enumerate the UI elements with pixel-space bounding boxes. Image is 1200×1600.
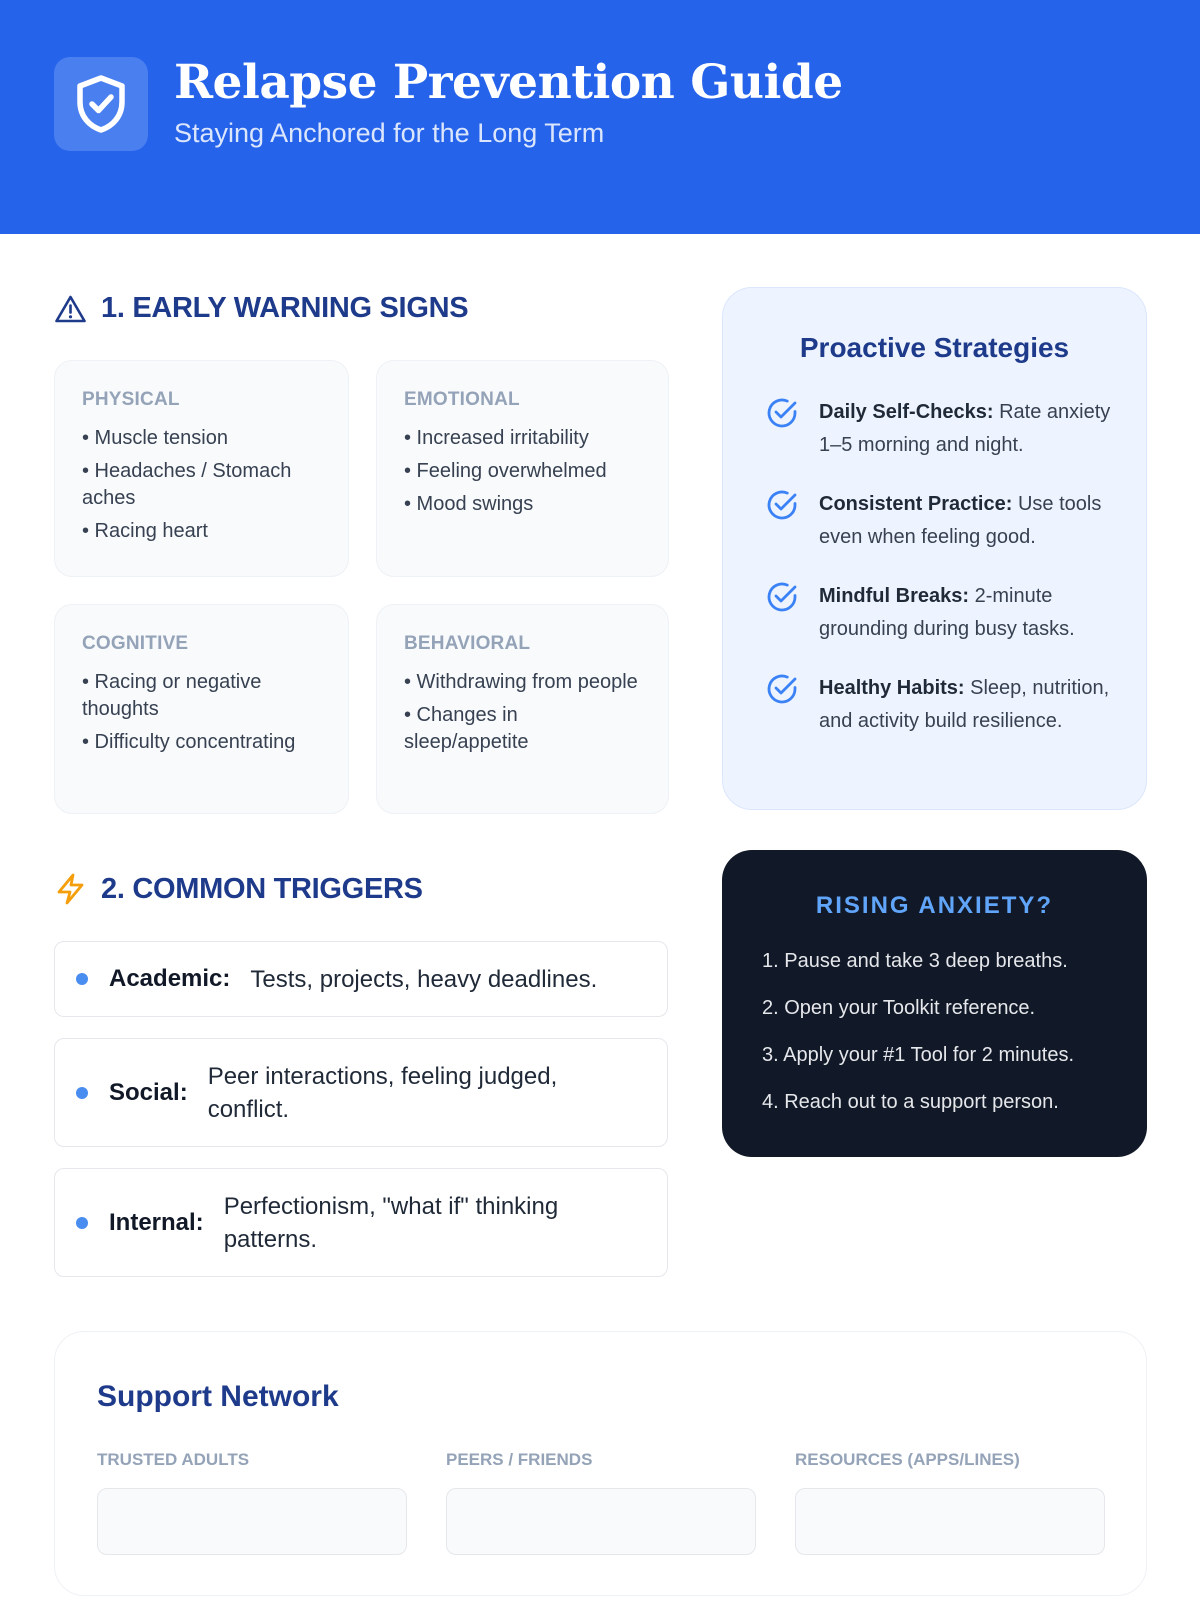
triggers-heading-text: 2. COMMON TRIGGERS bbox=[101, 872, 423, 905]
support-label: RESOURCES (APPS/LINES) bbox=[795, 1450, 1020, 1469]
strategy-text bbox=[819, 488, 1125, 554]
sign-item: • Increased irritability bbox=[404, 427, 589, 449]
sign-card-cognitive bbox=[54, 604, 349, 814]
support-column-peers bbox=[446, 1450, 756, 1555]
support-network-title: Support Network bbox=[97, 1380, 339, 1413]
strategy-text bbox=[819, 672, 1125, 738]
bullet-dot bbox=[76, 973, 88, 985]
support-label: TRUSTED ADULTS bbox=[97, 1450, 250, 1469]
lightning-bolt-icon bbox=[54, 872, 87, 906]
trigger-item-academic bbox=[54, 941, 668, 1017]
sign-item: • Difficulty concentrating bbox=[82, 731, 296, 753]
strategy-text bbox=[819, 396, 1125, 462]
resources-field[interactable] bbox=[795, 1488, 1105, 1555]
anxiety-step: 3. Apply your #1 Tool for 2 minutes. bbox=[762, 1044, 1075, 1066]
sign-card-behavioral bbox=[376, 604, 669, 814]
anxiety-step: 1. Pause and take 3 deep breaths. bbox=[762, 950, 1068, 972]
page-header bbox=[0, 0, 1200, 234]
anxiety-step: 2. Open your Toolkit reference. bbox=[762, 997, 1036, 1019]
strategy-description: Use tools even when feeling good. bbox=[819, 493, 1102, 548]
bullet-dot bbox=[76, 1087, 88, 1099]
trigger-item-social bbox=[54, 1038, 668, 1147]
strategy-description: 2-minute grounding during busy tasks. bbox=[819, 585, 1075, 640]
check-circle-icon bbox=[765, 580, 799, 614]
strategies-card bbox=[722, 287, 1147, 810]
support-column-trusted-adults bbox=[97, 1450, 407, 1555]
support-network-card bbox=[54, 1331, 1147, 1596]
strategies-title: Proactive Strategies bbox=[799, 332, 1070, 363]
sign-card-physical bbox=[54, 360, 349, 577]
warning-signs-heading bbox=[54, 292, 468, 325]
strategy-label: Daily Self-Checks: bbox=[819, 401, 994, 423]
peers-friends-field[interactable] bbox=[446, 1488, 756, 1555]
sign-item: • Headaches / Stomach aches bbox=[82, 460, 292, 509]
strategy-item bbox=[765, 672, 1125, 738]
strategy-label: Consistent Practice: bbox=[819, 493, 1013, 515]
warning-signs-heading-text: 1. EARLY WARNING SIGNS bbox=[101, 292, 469, 324]
trusted-adults-field[interactable] bbox=[97, 1488, 407, 1555]
shield-check-icon bbox=[73, 73, 129, 135]
sign-card-emotional bbox=[376, 360, 669, 577]
anxiety-step: 4. Reach out to a support person. bbox=[762, 1091, 1059, 1113]
sign-item: • Changes in sleep/appetite bbox=[404, 704, 529, 753]
trigger-label: Academic: bbox=[109, 965, 231, 992]
sign-category: COGNITIVE bbox=[82, 633, 189, 654]
logo-badge bbox=[54, 57, 148, 151]
rising-anxiety-card bbox=[722, 850, 1147, 1157]
rising-anxiety-title: RISING ANXIETY? bbox=[815, 892, 1054, 919]
strategy-label: Mindful Breaks: bbox=[819, 585, 970, 607]
strategy-item bbox=[765, 580, 1125, 646]
trigger-text: Perfectionism, "what if" thinking patterns. bbox=[223, 1192, 559, 1253]
support-label: PEERS / FRIENDS bbox=[446, 1450, 593, 1469]
trigger-text: Tests, projects, heavy deadlines. bbox=[250, 965, 598, 993]
page-title: Relapse Prevention Guide bbox=[174, 55, 843, 110]
sign-category: BEHAVIORAL bbox=[404, 633, 531, 654]
sign-item: • Muscle tension bbox=[82, 427, 228, 449]
sign-category: PHYSICAL bbox=[82, 389, 180, 410]
strategy-item bbox=[765, 396, 1125, 462]
sign-item: • Racing heart bbox=[82, 520, 208, 542]
strategy-label: Healthy Habits: bbox=[819, 677, 965, 699]
sign-item: • Mood swings bbox=[404, 493, 534, 515]
strategy-description: Sleep, nutrition, and activity build resilience. bbox=[819, 677, 1110, 732]
strategy-text bbox=[819, 580, 1125, 646]
sign-category: EMOTIONAL bbox=[404, 389, 520, 410]
trigger-text: Peer interactions, feeling judged, conflict. bbox=[207, 1062, 558, 1123]
check-circle-icon bbox=[765, 488, 799, 522]
trigger-label: Internal: bbox=[109, 1208, 204, 1236]
trigger-label: Social: bbox=[109, 1078, 188, 1106]
support-column-resources bbox=[795, 1450, 1105, 1555]
page-subtitle: Staying Anchored for the Long Term bbox=[174, 118, 605, 148]
trigger-item-internal bbox=[54, 1168, 668, 1277]
strategy-description: Rate anxiety 1–5 morning and night. bbox=[819, 401, 1111, 456]
triggers-heading bbox=[54, 872, 423, 906]
sign-item: • Withdrawing from people bbox=[404, 671, 638, 693]
bullet-dot bbox=[76, 1217, 88, 1229]
sign-item: • Feeling overwhelmed bbox=[404, 460, 607, 482]
check-circle-icon bbox=[765, 672, 799, 706]
check-circle-icon bbox=[765, 396, 799, 430]
strategy-item bbox=[765, 488, 1125, 554]
warning-triangle-icon bbox=[54, 294, 87, 324]
sign-item: • Racing or negative thoughts bbox=[82, 671, 262, 720]
